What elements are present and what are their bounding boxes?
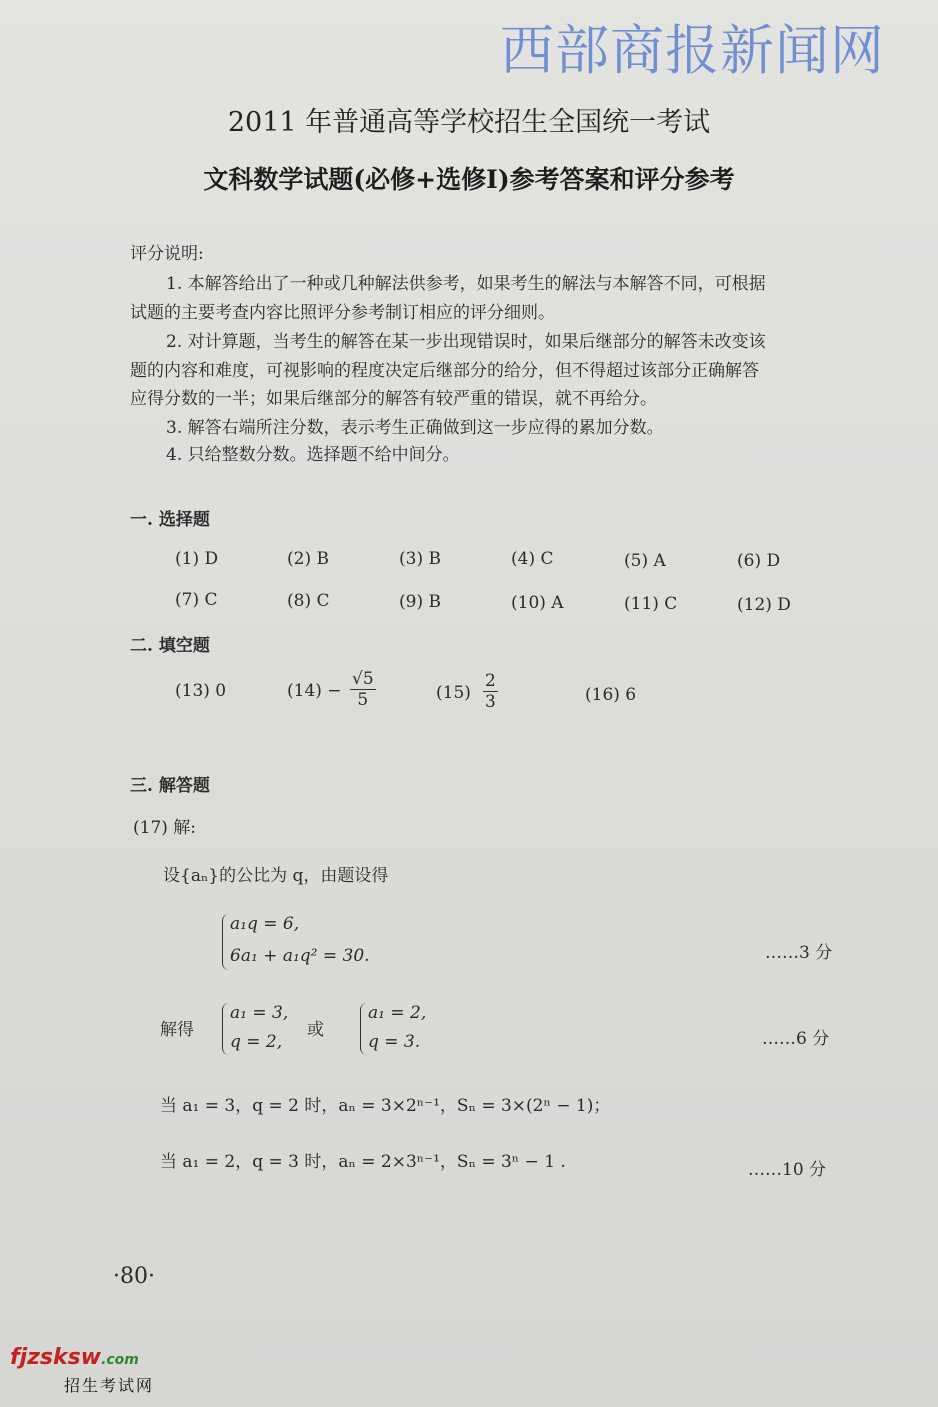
page-subtitle: 文科数学试题(必修+选修Ⅰ)参考答案和评分参考 [203, 165, 735, 194]
answer-item: (12) D [737, 595, 791, 615]
note-4: 4. 只给整数分数。选择题不给中间分。 [166, 445, 460, 465]
solution-intro: 设{aₙ}的公比为 q，由题设得 [163, 866, 389, 886]
logo-text: fjzsksw [10, 1345, 102, 1370]
note-1-line-2: 试题的主要考查内容比照评分参考制订相应的评分细则。 [130, 303, 555, 323]
score-marker: ……10 分 [748, 1160, 827, 1180]
answer-item: (6) D [737, 551, 781, 571]
answer-item: (13) 0 [175, 681, 227, 701]
answer-item-label: (15) [436, 683, 471, 703]
note-2-line-3: 应得分数的一半；如果后继部分的解答有较严重的错误，就不再给分。 [130, 389, 657, 409]
note-3: 3. 解答右端所注分数，表示考生正确做到这一步应得的累加分数。 [166, 418, 664, 438]
fraction-numerator: √5 [352, 669, 374, 689]
solve-label: 解得 [160, 1020, 194, 1040]
section-multiple-choice-heading: 一. 选择题 [130, 510, 210, 530]
brace [222, 914, 229, 970]
fraction-numerator: 2 [485, 671, 496, 691]
page-title: 2011 年普通高等学校招生全国统一考试 [227, 107, 711, 138]
case-line: 当 a₁ = 3，q = 2 时，aₙ = 3×2ⁿ⁻¹，Sₙ = 3×(2ⁿ − 1)； [160, 1096, 611, 1116]
answer-item: (9) B [399, 592, 441, 612]
fraction-denominator: 5 [357, 690, 369, 710]
equation: a₁ = 2, [368, 1003, 427, 1023]
score-marker: ……3 分 [765, 943, 833, 963]
notes-heading: 评分说明: [130, 244, 204, 264]
answer-item: (1) D [175, 549, 219, 569]
page-number: ·80· [113, 1264, 155, 1289]
answer-item: (10) A [511, 593, 564, 613]
answer-item: (5) A [624, 551, 666, 571]
equation: a₁ = 3, [230, 1003, 289, 1023]
logo-subtitle: 招生考试网 [64, 1376, 155, 1395]
or-label: 或 [307, 1020, 324, 1040]
answer-item: (3) B [399, 549, 441, 569]
equation: q = 3. [368, 1032, 421, 1052]
note-2-line-1: 2. 对计算题，当考生的解答在某一步出现错误时，如果后继部分的解答未改变该 [166, 332, 766, 352]
note-1-line-1: 1. 本解答给出了一种或几种解法供参考，如果考生的解法与本解答不同，可根据 [166, 274, 766, 294]
fraction-denominator: 3 [485, 692, 496, 712]
note-2-line-2: 题的内容和难度，可视影响的程度决定后继部分的给分，但不得超过该部分正确解答 [130, 361, 759, 381]
answer-item: (4) C [511, 549, 554, 569]
equation: 6a₁ + a₁q² = 30. [230, 946, 370, 966]
answer-item: (16) 6 [585, 685, 637, 705]
fraction [350, 669, 376, 710]
site-logo [10, 1345, 139, 1370]
fraction [483, 671, 498, 712]
logo-suffix: .com [101, 1352, 139, 1368]
answer-item-label: (14) − [287, 681, 342, 701]
answer-item: (7) C [175, 590, 218, 610]
equation: a₁q = 6, [230, 914, 300, 934]
watermark: 西部商报新闻网 [500, 19, 885, 82]
case-line: 当 a₁ = 2，q = 3 时，aₙ = 2×3ⁿ⁻¹，Sₙ = 3ⁿ − 1 . [160, 1152, 566, 1172]
answer-item: (2) B [287, 549, 329, 569]
answer-item: (8) C [287, 591, 330, 611]
brace [222, 1003, 229, 1055]
question-17-label: (17) 解: [133, 818, 197, 838]
section-solutions-heading: 三. 解答题 [130, 776, 210, 796]
equation: q = 2, [230, 1032, 283, 1052]
answer-item: (11) C [624, 594, 678, 614]
brace [360, 1003, 367, 1055]
section-fill-blank-heading: 二. 填空题 [130, 636, 210, 656]
score-marker: ……6 分 [762, 1029, 830, 1049]
